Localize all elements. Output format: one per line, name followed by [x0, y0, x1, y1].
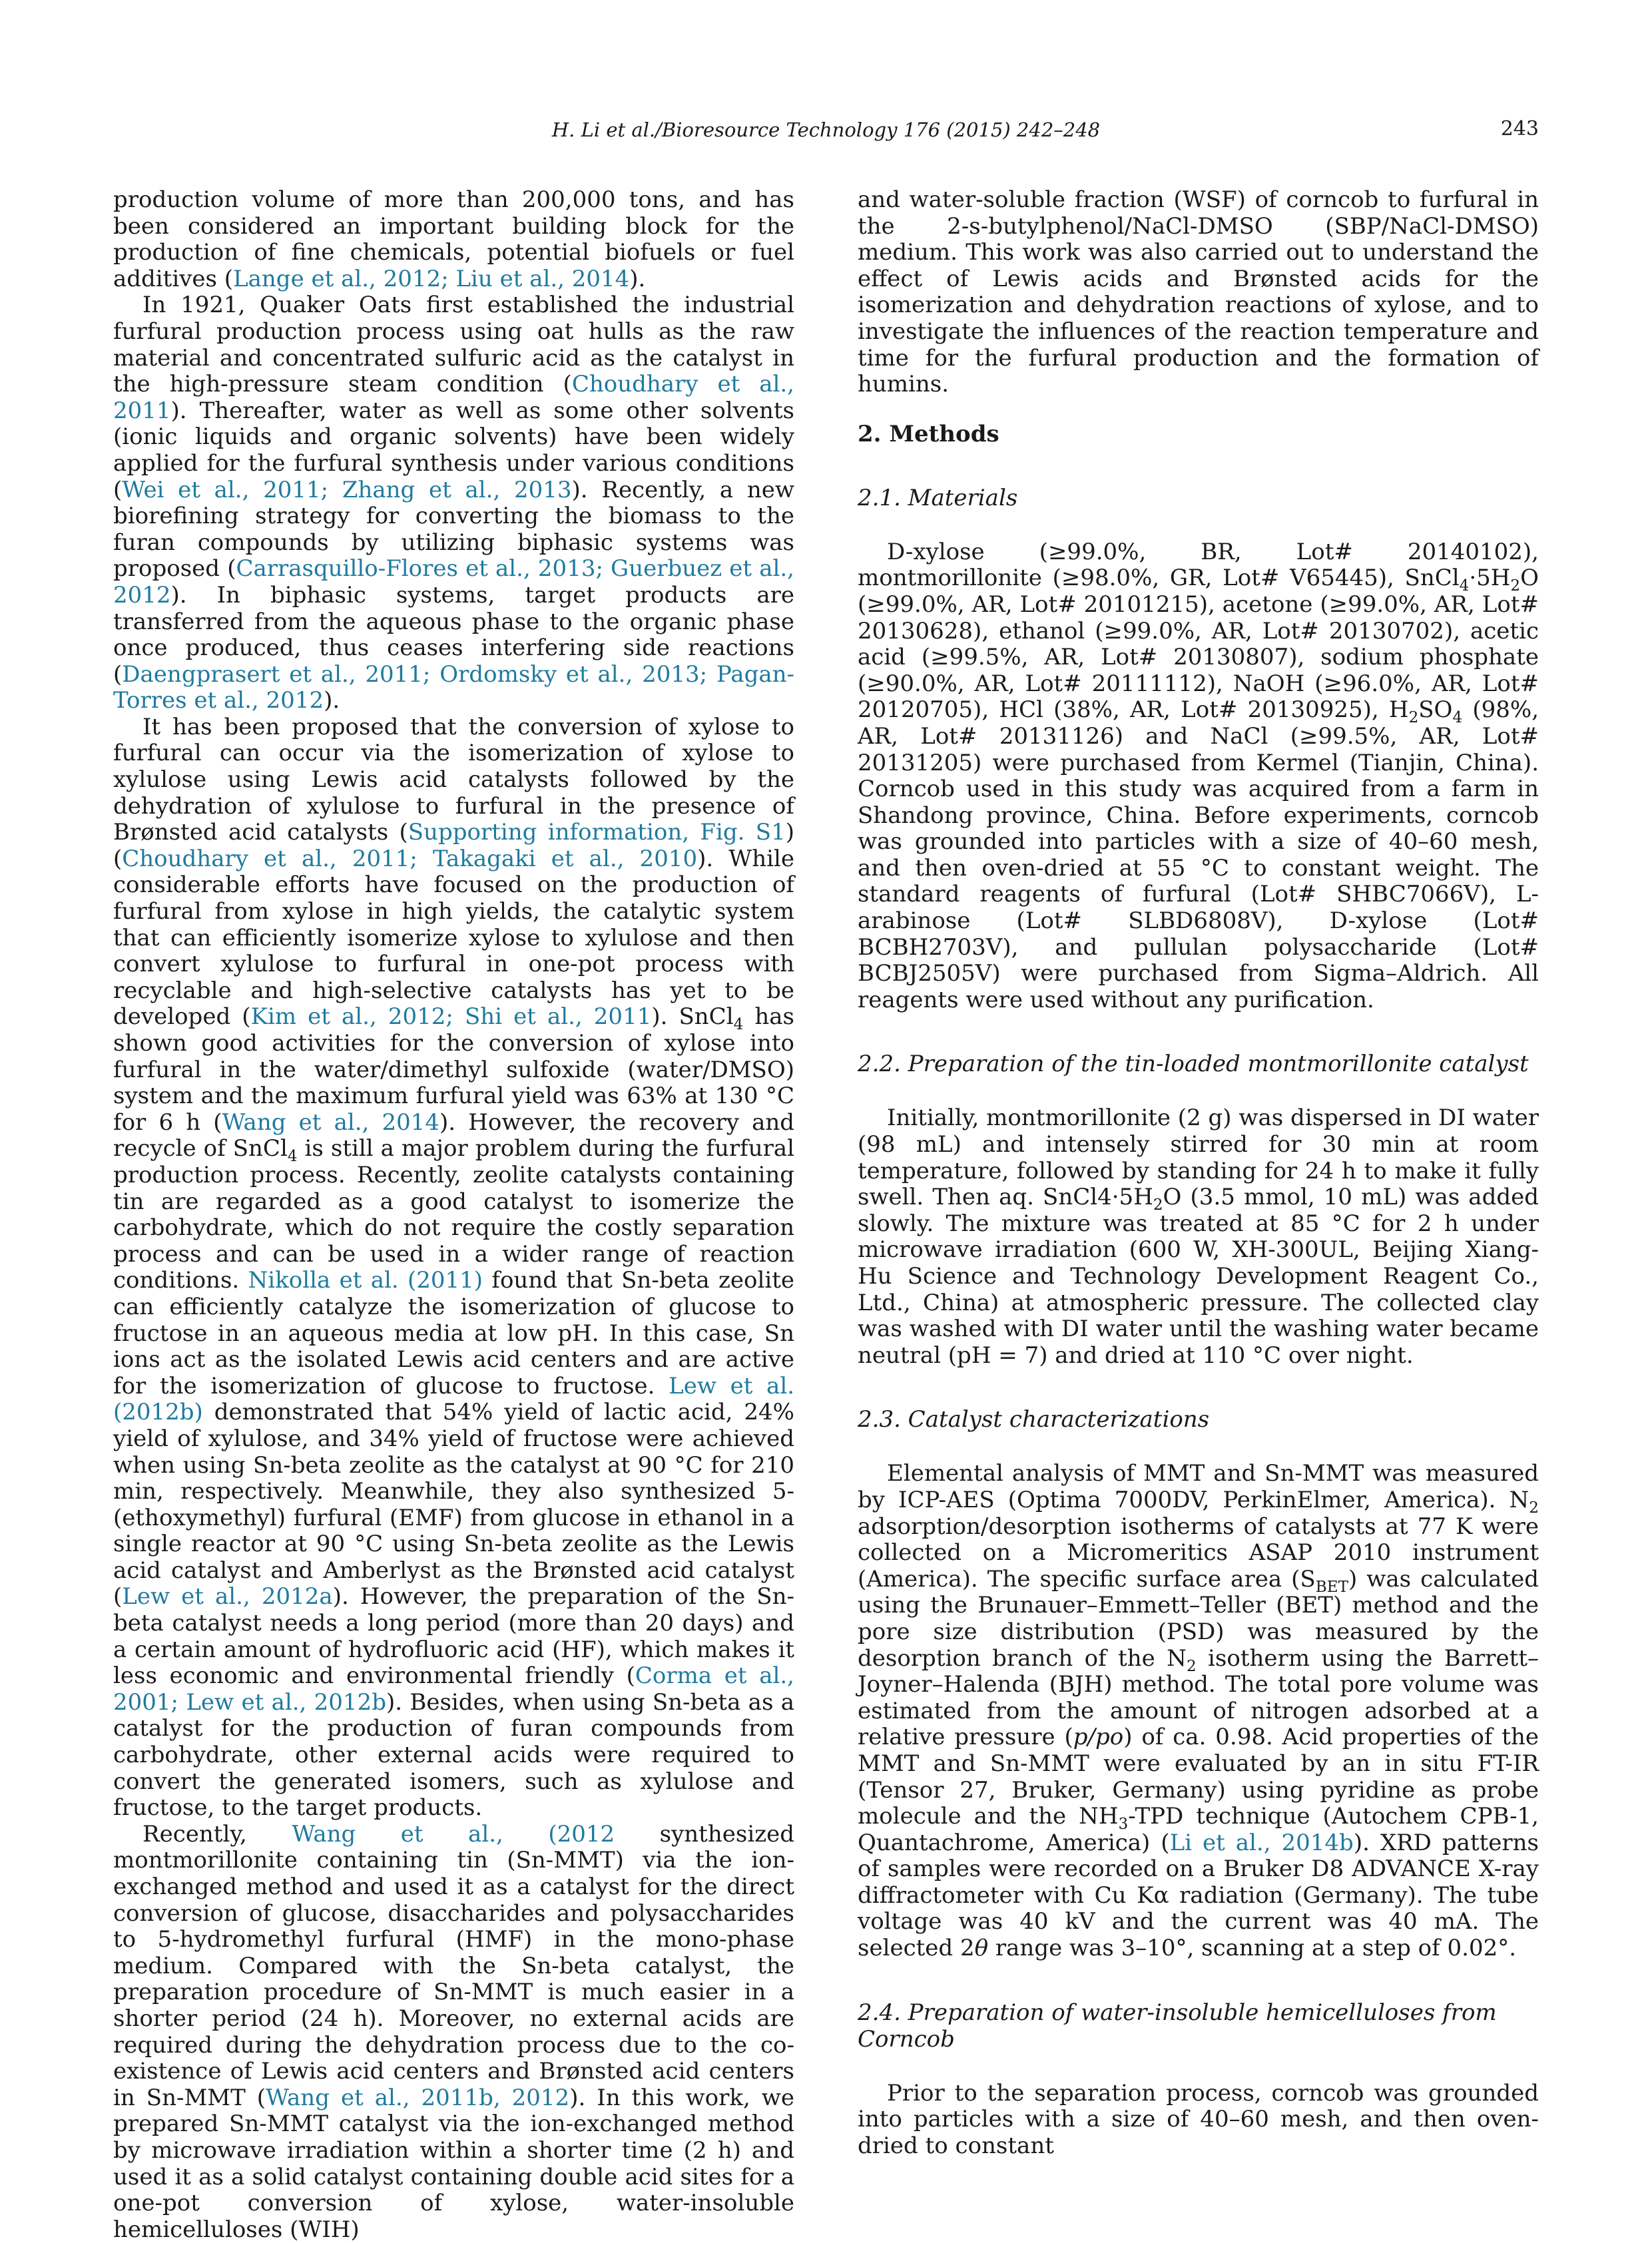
subscript: 4 — [1452, 709, 1463, 727]
subsection-heading: 2.4. Preparation of water-insoluble hemicelluloses from Corncob — [858, 1999, 1497, 2053]
italic-text: p/po — [1073, 1724, 1124, 1751]
paragraph: Prior to the separation process, corncob was grounded into particles with a size of 40–60 mesh, and then oven-dried to constant — [858, 2079, 1539, 2159]
subscript: 2 — [1153, 1196, 1163, 1214]
citation-link[interactable]: Wang et al., 2014 — [222, 1109, 440, 1136]
citation-link[interactable]: Choudhary et al., 2011; Takagaki et al., 2010 — [122, 845, 698, 872]
citation-link[interactable]: Carrasquillo-Flores et al., 2013; Guerbuez et al., 2012 — [113, 555, 794, 609]
subscript: 4 — [733, 1016, 744, 1034]
left-column — [113, 187, 794, 2243]
subscript: BET — [1315, 1578, 1348, 1596]
citation-link[interactable]: Corma et al., 2001; Lew et al., 2012b — [113, 1662, 794, 1716]
italic-text: θ — [974, 1935, 989, 1962]
subscript: 2 — [1510, 577, 1521, 595]
citation-link[interactable]: Lew et al., 2012a — [122, 1583, 333, 1611]
paragraph: Elemental analysis of MMT and Sn-MMT was measured by ICP-AES (Optima 7000DV, PerkinElmer, America). $N_2$ adsorption/desorption isotherms of catalysts at 77 K were collected on a Micromeritics ASAP 2010 instrument (America). The specific surface area $(S_{BET})$ was calculated using the Brunauer–Emmett–Teller (BET) method and the pore size distribution (PSD) was measured by the desorption branch of the $N_2$ isotherm using the Barrett–Joyner–Halenda (BJH) method. The total pore volume was estimated from the amount of nitrogen adsorbed at a relative pressure (p/po) of ca. 0.98. Acid properties of the MMT and Sn-MMT were evaluated by an in situ FT-IR (Tensor 27, Bruker, Germany) using pyridine as probe molecule and the $NH_3$-TPD technique (Autochem CPB-1, Quantachrome, America) (Li et al., 2014b). XRD patterns of samples were recorded on a Bruker D8 ADVANCE X-ray diffractometer with Cu Kα radiation (Germany). The tube voltage was 40 kV and the current was 40 mA. The selected 2θ range was 3–10°, scanning at a step of 0.02°. — [858, 1460, 1539, 1962]
citation-link[interactable]: Nikolla et al. (2011) — [248, 1267, 483, 1294]
page-number: 243 — [1500, 117, 1539, 140]
paragraph: production volume of more than 200,000 tons, and has been considered an important building block for the production of fine chemicals, potential biofuels or fuel additives (Lange et al., 2012; Liu et al., 2014). — [113, 186, 794, 292]
paragraph: Initially, montmorillonite (2 g) was dispersed in DI water (98 mL) and intensely stirred for 30 min at room temperature, followed by standing for 24 h to make it fully swell. Then aq. $SnCl4\cdot 5H_2O$ (3.5 mmol, 10 mL) was added slowly. The mixture was treated at 85 °C for 2 h under microwave irradiation (600 W, XH-300UL, Beijing Xiang-Hu Science and Technology Development Reagent Co., Ltd., China) at atmospheric pressure. The collected clay was washed with DI water until the washing water became neutral (pH = 7) and dried at 110 °C over night. — [858, 1105, 1539, 1369]
citation-link[interactable]: Kim et al., 2012; Shi et al., 2011 — [250, 1003, 652, 1031]
paragraph: D-xylose (≥99.0%, BR, Lot# 20140102), montmorillonite (≥98.0%, GR, Lot# V65445), $SnCl_4\cdot 5H_2O$ (≥99.0%, AR, Lot# 20101215), acetone (≥99.0%, AR, Lot# 20130628), ethanol (≥99.0%, AR, Lot# 20130702), acetic acid (≥99.5%, AR, Lot# 20130807), sodium phosphate (≥90.0%, AR, Lot# 20111112), NaOH (≥96.0%, AR, Lot# 20120705), HCl (38%, AR, Lot# 20130925), $H_2SO_4$ (98%, AR, Lot# 20131126) and NaCl (≥99.5%, AR, Lot# 20131205) were purchased from Kermel (Tianjin, China). Corncob used in this study was acquired from a farm in Shandong province, China. Before experiments, corncob was grounded into particles with a size of 40–60 mesh, and then oven-dried at 55 °C to constant weight. The standard reagents of furfural (Lot# SHBC7066V), L-arabinose (Lot# SLBD6808V), D-xylose (Lot# BCBH2703V), and pullulan polysaccharide (Lot# BCBJ2505V) were purchased from Sigma–Aldrich. All reagents were used without any purification. — [858, 538, 1539, 1013]
subscript: 4 — [1459, 577, 1470, 595]
subsection-heading: 2.3. Catalyst characterizations — [858, 1406, 1210, 1433]
citation-link[interactable]: Wang et al., (2012 — [292, 1820, 615, 1848]
subscript: 2 — [1529, 1499, 1539, 1517]
citation-link[interactable]: Wang et al., 2011b, 2012 — [266, 2084, 570, 2111]
citation-link[interactable]: Daengprasert et al., 2011; Ordomsky et al., 2013; Pagan-Torres et al., 2012 — [113, 660, 794, 714]
subscript: 3 — [1118, 1815, 1129, 1833]
citation-link[interactable]: Li et al., 2014b — [1169, 1829, 1354, 1856]
citation-link[interactable]: Lange et al., 2012; Liu et al., 2014 — [233, 265, 630, 292]
subscript: 2 — [1186, 1657, 1197, 1675]
citation-link[interactable]: Wei et al., 2011; Zhang et al., 2013 — [122, 476, 572, 503]
paragraph: and water-soluble fraction (WSF) of corncob to furfural in the 2-s-butylphenol/NaCl-DMSO (SBP/NaCl-DMSO) medium. This work was also carried out to understand the effect of Lewis acids and Brønsted acids for the isomerization and dehydration reactions of xylose, and to investigate the influences of the reaction temperature and time for the furfural production and the formation of humins. — [858, 186, 1539, 398]
running-header: H. Li et al./Bioresource Technology 176 (2015) 242–248 — [551, 119, 1101, 141]
citation-link[interactable]: Supporting information, Fig. S1 — [408, 819, 786, 846]
subsection-heading: 2.1. Materials — [858, 484, 1018, 511]
citation-link[interactable]: Lew et al. (2012b) — [113, 1372, 794, 1426]
right-column — [858, 187, 1539, 2159]
paragraph: Recently, Wang et al., (2012 synthesized montmorillonite containing tin (Sn-MMT) via the ion-exchanged method and used it as a catalyst for the direct conversion of glucose, disaccharides and polysaccharides to 5-hydromethyl furfural (HMF) in the mono-phase medium. Compared with the Sn-beta catalyst, the preparation procedure of Sn-MMT is much easier in a shorter period (24 h). Moreover, no external acids are required during the dehydration process due to the co-existence of Lewis acid centers and Brønsted acid centers in Sn-MMT (Wang et al., 2011b, 2012). In this work, we prepared Sn-MMT catalyst via the ion-exchanged method by microwave irradiation within a shorter time (2 h) and used it as a solid catalyst containing double acid sites for a one-pot conversion of xylose, water-insoluble hemicelluloses (WIH) — [113, 1820, 794, 2243]
subsection-heading: 2.2. Preparation of the tin-loaded montmorillonite catalyst — [858, 1051, 1529, 1078]
subscript: 2 — [1408, 709, 1419, 727]
section-heading: 2. Methods — [858, 420, 999, 447]
paragraph: It has been proposed that the conversion of xylose to furfural can occur via the isomerization of xylose to xylulose using Lewis acid catalysts followed by the dehydration of xylulose to furfural in the presence of Brønsted acid catalysts (Supporting information, Fig. S1) (Choudhary et al., 2011; Takagaki et al., 2010). While considerable efforts have focused on the production of furfural from xylose in high yields, the catalytic system that can efficiently isomerize xylose to xylulose and then convert xylulose to furfural in one-pot process with recyclable and high-selective catalysts has yet to be developed (Kim et al., 2012; Shi et al., 2011). SnCl$_4$ has shown good activities for the conversion of xylose into furfural in the water/dimethyl sulfoxide (water/DMSO) system and the maximum furfural yield was 63% at 130 °C for 6 h (Wang et al., 2014). However, the recovery and recycle of SnCl$_4$ is still a major problem during the furfural production process. Recently, zeolite catalysts containing tin are regarded as a good catalyst to isomerize the carbohydrate, which do not require the costly separation process and can be used in a wider range of reaction conditions. Nikolla et al. (2011) found that Sn-beta zeolite can efficiently catalyze the isomerization of glucose to fructose in an aqueous media at low pH. In this case, Sn ions act as the isolated Lewis acid centers and are active for the isomerization of glucose to fructose. Lew et al. (2012b) demonstrated that 54% yield of lactic acid, 24% yield of xylulose, and 34% yield of fructose were achieved when using Sn-beta zeolite as the catalyst at 90 °C for 210 min, respectively. Meanwhile, they also synthesized 5-(ethoxymethyl) furfural (EMF) from glucose in ethanol in a single reactor at 90 °C using Sn-beta zeolite as the Lewis acid catalyst and Amberlyst as the Brønsted acid catalyst (Lew et al., 2012a). However, the preparation of the Sn-beta catalyst needs a long period (more than 20 days) and a certain amount of hydrofluoric acid (HF), which makes it less economic and environmental friendly (Corma et al., 2001; Lew et al., 2012b). Besides, when using Sn-beta as a catalyst for the production of furan compounds from carbohydrate, other external acids were required to convert the generated isomers, such as xylulose and fructose, to the target products. — [113, 713, 795, 1822]
paragraph: In 1921, Quaker Oats first established the industrial furfural production process using oat hulls as the raw material and concentrated sulfuric acid as the catalyst in the high-pressure steam condition (Choudhary et al., 2011). Thereafter, water as well as some other solvents (ionic liquids and organic solvents) have been widely applied for the furfural synthesis under various conditions (Wei et al., 2011; Zhang et al., 2013). Recently, a new biorefining strategy for converting the biomass to the furan compounds by utilizing biphasic systems was proposed (Carrasquillo-Flores et al., 2013; Guerbuez et al., 2012). In biphasic systems, target products are transferred from the aqueous phase to the organic phase once produced, thus ceases interfering side reactions (Daengprasert et al., 2011; Ordomsky et al., 2013; Pagan-Torres et al., 2012). — [113, 292, 794, 714]
citation-link[interactable]: Choudhary et al., 2011 — [113, 371, 794, 424]
subscript: 4 — [287, 1148, 298, 1166]
